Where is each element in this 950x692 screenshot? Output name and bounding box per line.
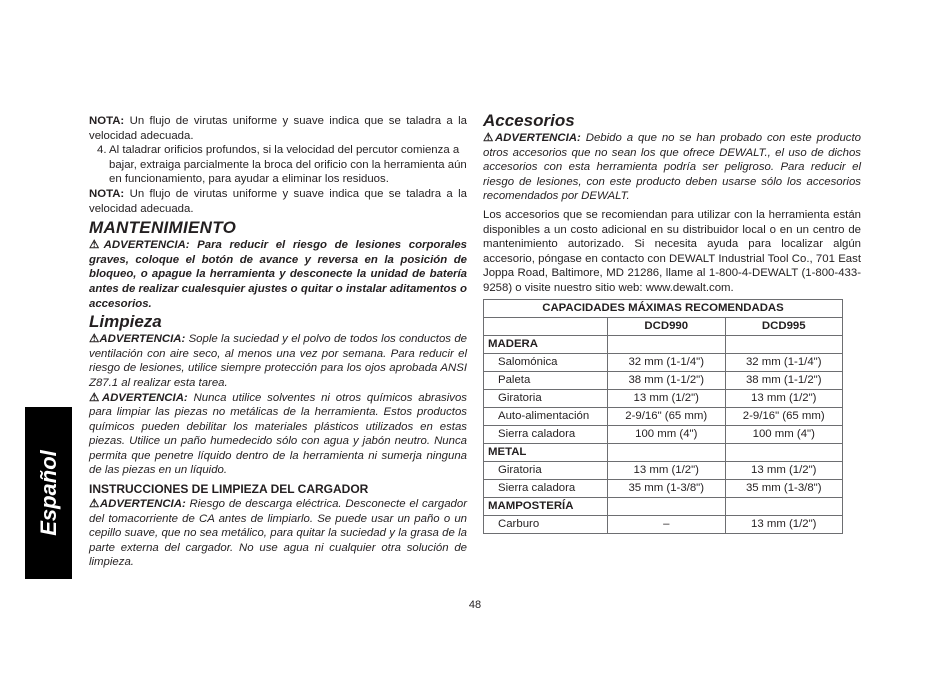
value-dcd990: 13 mm (1/2"): [608, 461, 726, 479]
value-dcd995: 35 mm (1-3/8"): [725, 479, 843, 497]
nota-label: NOTA:: [89, 115, 125, 127]
warning-icon: ⚠: [89, 391, 102, 404]
value-dcd995: 32 mm (1-1/4"): [725, 353, 843, 371]
table-row: [484, 371, 843, 389]
nota-1: [89, 114, 467, 143]
warning-text: ADVERTENCIA: Para reducir el riesgo de lesiones corporales graves, coloque el botón de avance y reversa en la posición de bloqueo, o apague la herramienta y desconecte la unidad de batería antes de realizar cualesquier ajustes o quitar o instalar aditamentos o accesorios.: [89, 239, 467, 310]
value-dcd990: 100 mm (4"): [608, 425, 726, 443]
charger-cleaning-heading: INSTRUCCIONES DE LIMPIEZA DEL CARGADOR: [89, 482, 369, 497]
table-row: [484, 479, 843, 497]
table-row: [484, 389, 843, 407]
nota-2: [89, 187, 467, 216]
category-row: [484, 335, 843, 353]
value-dcd995: 13 mm (1/2"): [725, 461, 843, 479]
value-dcd990: 2-9/16" (65 mm): [608, 407, 726, 425]
warning-label: ADVERTENCIA:: [99, 333, 186, 346]
value-dcd995: 13 mm (1/2"): [725, 389, 843, 407]
right-column: [483, 110, 861, 534]
value-dcd990: 35 mm (1-3/8"): [608, 479, 726, 497]
capacities-table: [483, 299, 843, 534]
page-number: 48: [468, 599, 482, 611]
blank-cell: [725, 443, 843, 461]
row-label: Sierra caladora: [484, 425, 608, 443]
category-metal: METAL: [484, 443, 608, 461]
col-dcd995: DCD995: [725, 317, 843, 335]
blank-cell: [725, 497, 843, 515]
nota-label: NOTA:: [89, 187, 125, 200]
row-label: Sierra caladora: [484, 479, 608, 497]
row-label: Salomónica: [484, 353, 608, 371]
value-dcd995: 2-9/16" (65 mm): [725, 407, 843, 425]
warning-label: ADVERTENCIA:: [494, 132, 581, 144]
step-4: [89, 143, 467, 187]
charger-warning: [89, 497, 467, 570]
header-blank: [484, 317, 608, 335]
blank-cell: [608, 443, 726, 461]
limpieza-warning-2: [89, 391, 467, 479]
table-row: [484, 515, 843, 533]
table-title: CAPACIDADES MÁXIMAS RECOMENDADAS: [484, 299, 843, 317]
value-dcd995: 100 mm (4"): [725, 425, 843, 443]
table-row: [484, 425, 843, 443]
step-number: 4.: [97, 144, 107, 157]
warning-text: Debido a que no se han probado con este producto otros accesorios que no sean los que ofrece DEWALT., el uso de dichos accesorios con esta herramienta podría ser peligroso. Para reducir el riesgo de lesiones, con este producto deben usarse sólo los accesorios recomendados por DEWALT.: [483, 132, 861, 203]
table-row: [484, 461, 843, 479]
mantenimiento-warning: [89, 238, 467, 311]
warning-icon: ⚠: [483, 132, 495, 144]
blank-cell: [608, 497, 726, 515]
category-mamposteria: MAMPOSTERÍA: [484, 497, 608, 515]
warning-icon: ⚠: [89, 498, 100, 511]
nota-text: Un flujo de virutas uniforme y suave indica que se taladra a la velocidad adecuada.: [89, 115, 467, 142]
step-text: Al taladrar orificios profundos, si la velocidad del percutor comienza a bajar, extraiga parcialmente la broca del orificio con la herramienta aún en funcionamiento, para ayudar a eliminar los residuos.: [109, 144, 467, 186]
blank-cell: [608, 335, 726, 353]
value-dcd990: 13 mm (1/2"): [608, 389, 726, 407]
category-row: [484, 497, 843, 515]
table-title-row: [484, 299, 843, 317]
value-dcd995: 13 mm (1/2"): [725, 515, 843, 533]
value-dcd995: 38 mm (1-1/2"): [725, 371, 843, 389]
table-row: [484, 407, 843, 425]
category-row: [484, 443, 843, 461]
limpieza-heading: Limpieza: [89, 312, 162, 332]
row-label: Paleta: [484, 371, 608, 389]
row-label: Giratoria: [484, 389, 608, 407]
language-side-tab: [25, 407, 72, 579]
row-label: Carburo: [484, 515, 608, 533]
warning-text: Sople la suciedad y el polvo de todos los conductos de ventilación con aire seco, al menos una vez por semana. Para reducir el riesgo de lesiones, utilice siempre protección para los ojos aprobada ANSI Z87.1 al realizar esta tarea.: [89, 333, 468, 389]
value-dcd990: 38 mm (1-1/2"): [608, 371, 726, 389]
warning-text: Riesgo de descarga eléctrica. Desconecte el cargador del tomacorriente de CA antes de limpiarlo. Se puede usar un paño o un cepillo suave, que no sea metálico, para quitar la suciedad y la grasa de la parte externa del cargador. No use agua ni cualquier otra solución de limpieza.: [89, 498, 467, 569]
accesorios-heading: Accesorios: [483, 111, 575, 130]
value-dcd990: 32 mm (1-1/4"): [608, 353, 726, 371]
accesorios-paragraph: Los accesorios que se recomiendan para utilizar con la herramienta están disponibles a un costo adicional en su distribuidor local o en un centro de mantenimiento autorizado. Si necesita ayuda para localizar algún accesorio, póngase en contacto con DEWALT Industrial Tool Co., 701 East Joppa Road, Baltimore, MD 21286, llame al 1-800-4-DEWALT (1-800-433-9258) o visite nuestro sitio web: www.dewalt.com.: [483, 208, 861, 294]
limpieza-warning-1: [89, 332, 467, 390]
accesorios-warning: [483, 131, 861, 204]
warning-icon: ⚠: [89, 333, 100, 346]
table-row: [484, 353, 843, 371]
value-dcd990: –: [608, 515, 726, 533]
nota-text: Un flujo de virutas uniforme y suave indica que se taladra a la velocidad adecuada.: [89, 187, 467, 215]
row-label: Auto-alimentación: [484, 407, 608, 425]
warning-icon: ⚠: [89, 239, 104, 252]
warning-text: Nunca utilice solventes ni otros químicos abrasivos para limpiar las piezas no metálicas de la herramienta. Estos productos químicos pueden debilitar los materiales plásticos utilizados en estas piezas. Utilice un paño humedecido sólo con agua y jabón neutro. Nunca permita que penetre líquido dentro de la herramienta ni sumerja ninguna de las piezas en un líquido.: [89, 391, 468, 477]
mantenimiento-heading: MANTENIMIENTO: [89, 218, 237, 238]
category-madera: MADERA: [484, 335, 608, 353]
left-column: [89, 114, 467, 570]
warning-label: ADVERTENCIA:: [101, 391, 188, 404]
col-dcd990: DCD990: [608, 317, 726, 335]
language-label: Español: [35, 450, 61, 536]
table-header-row: [484, 317, 843, 335]
blank-cell: [725, 335, 843, 353]
warning-label: ADVERTENCIA:: [99, 498, 186, 511]
row-label: Giratoria: [484, 461, 608, 479]
